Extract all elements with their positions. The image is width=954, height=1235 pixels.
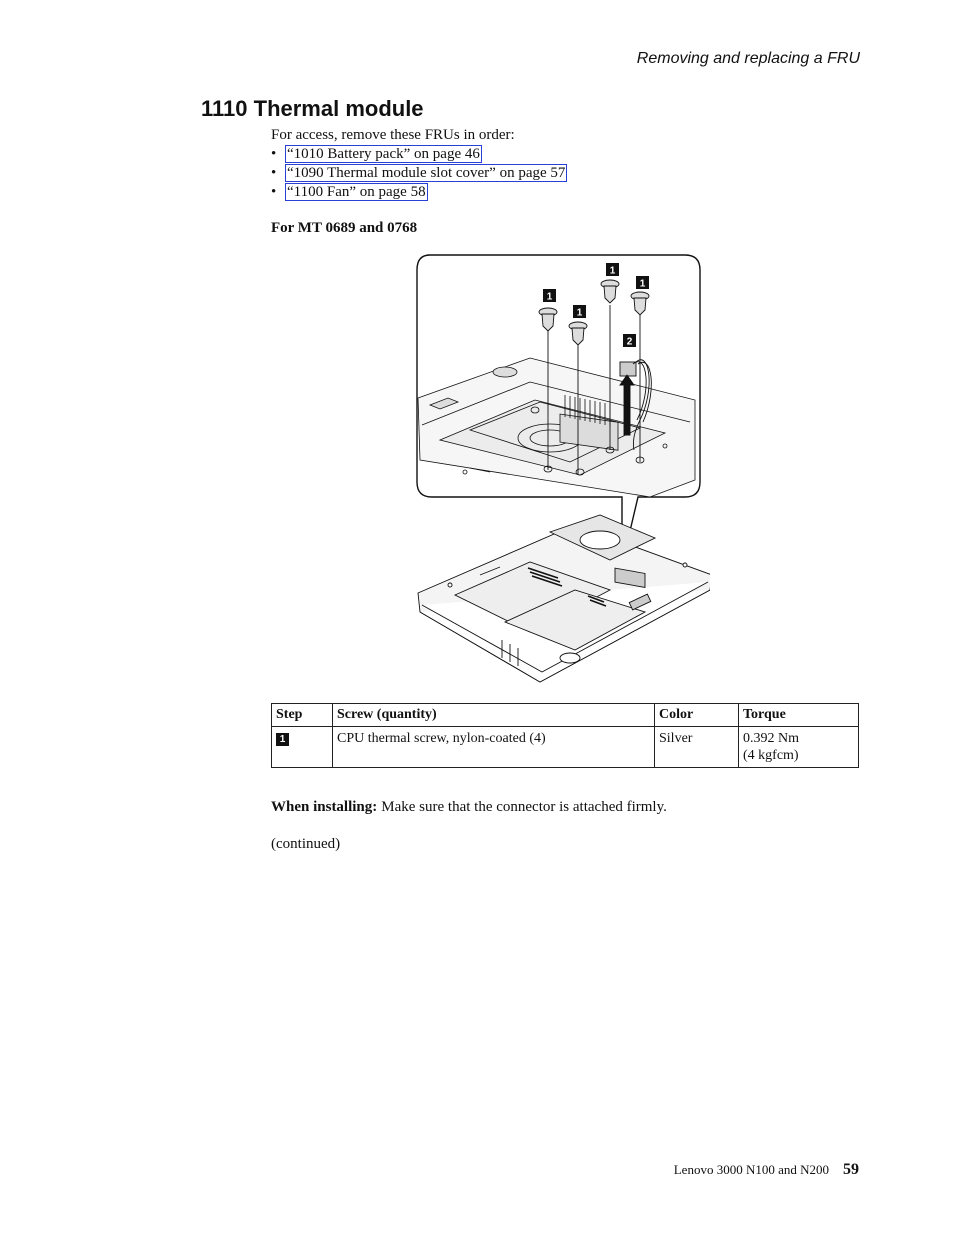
- link-battery-pack[interactable]: “1010 Battery pack” on page 46: [287, 146, 480, 162]
- table-row: [272, 727, 859, 768]
- screw-table: [271, 703, 859, 768]
- callout-number: 1: [546, 291, 553, 303]
- bullet: •: [271, 184, 277, 200]
- footer-product: Lenovo 3000 N100 and N200: [673, 1162, 829, 1177]
- column-header-step: Step: [272, 704, 333, 727]
- callout-number: 1: [576, 307, 583, 319]
- note-label: When installing:: [271, 799, 378, 815]
- color-cell: Silver: [655, 727, 739, 768]
- column-header-torque: Torque: [739, 704, 859, 727]
- prerequisite-list: [271, 145, 567, 202]
- model-subheading: For MT 0689 and 0768: [271, 220, 418, 236]
- continued-text: (continued): [271, 836, 341, 852]
- column-header-color: Color: [655, 704, 739, 727]
- torque-cell: [739, 727, 859, 768]
- running-header: Removing and replacing a FRU: [636, 50, 860, 67]
- list-item: [271, 164, 567, 183]
- link-thermal-slot-cover[interactable]: “1090 Thermal module slot cover” on page 57: [287, 165, 566, 181]
- step-badge: 1: [276, 733, 289, 746]
- list-item: [271, 145, 567, 164]
- column-header-screw: Screw (quantity): [333, 704, 655, 727]
- thermal-module-illustration: [410, 250, 710, 685]
- callout-number: 1: [639, 278, 646, 290]
- screw-cell: CPU thermal screw, nylon-coated (4): [333, 727, 655, 768]
- install-note: [271, 799, 667, 816]
- link-fan[interactable]: “1100 Fan” on page 58: [287, 184, 426, 200]
- list-item: [271, 183, 567, 202]
- laptop-bottom-view: [418, 515, 710, 682]
- page-footer: [674, 1161, 859, 1179]
- table-header-row: [272, 704, 859, 727]
- torque-value: 0.392 Nm: [743, 731, 799, 746]
- intro-text: For access, remove these FRUs in order:: [271, 127, 515, 143]
- torque-value-alt: (4 kgfcm): [743, 748, 799, 763]
- bullet: •: [271, 146, 277, 162]
- page-number: 59: [843, 1161, 859, 1178]
- page-title: 1110 Thermal module: [201, 96, 424, 121]
- bullet: •: [271, 165, 277, 181]
- step-cell: [272, 727, 333, 768]
- note-text: Make sure that the connector is attached firmly.: [381, 799, 667, 815]
- callout-number: 1: [609, 265, 616, 277]
- callout-number: 2: [626, 336, 633, 348]
